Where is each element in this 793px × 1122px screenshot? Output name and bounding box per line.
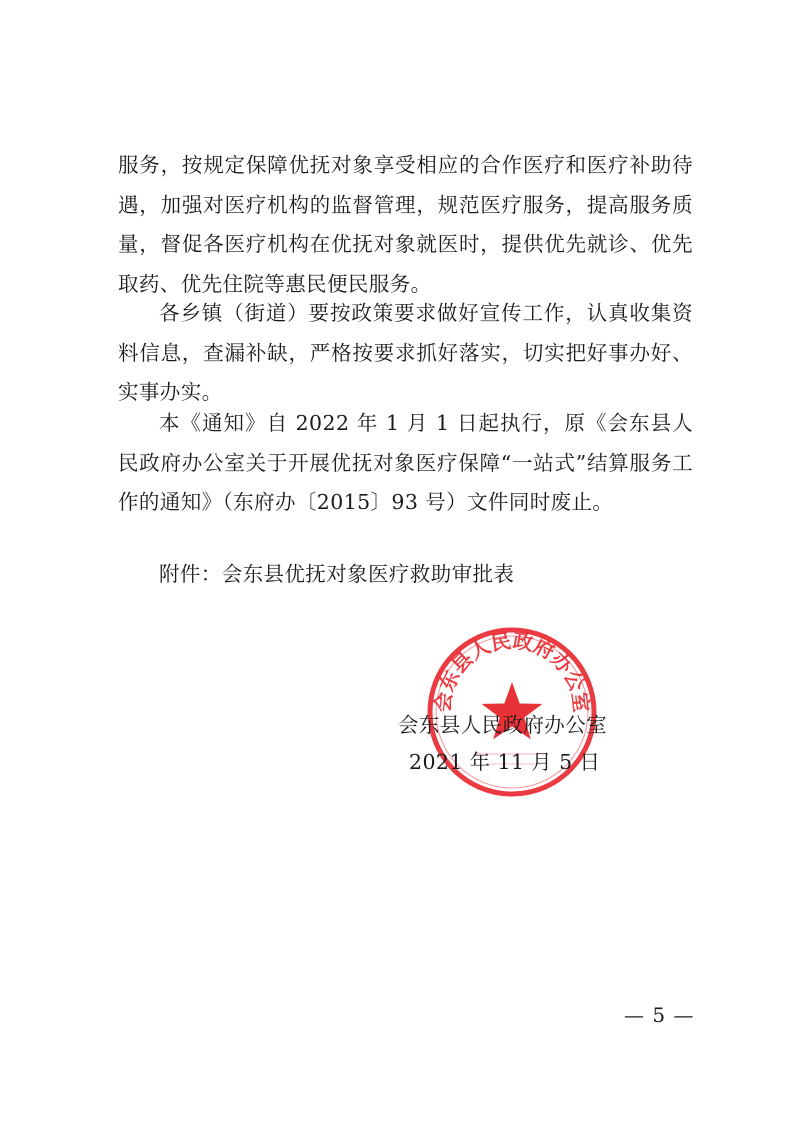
signer-organization: 会东县人民政府办公室 [398,713,607,737]
body-paragraph-2: 各乡镇（街道）要按政策要求做好宣传工作，认真收集资料信息，查漏补缺，严格按要求抓好落实，切实把好事办好、实事办实。 [118,301,693,404]
page-number: — 5 — [624,1003,695,1027]
body-paragraph-3: 本《通知》自 2022 年 1 月 1 日起执行，原《会东县人民政府办公室关于开展优抚对象医疗保障“一站式”结算服务工作的通知》（东府办〔2015〕93 号）文件同时废止。 [118,411,693,514]
attachment-line: 附件：会东县优抚对象医疗救助审批表 [159,562,515,586]
seal-text-path: 会东县人民政府办公室 [430,628,594,714]
signature-date: 2021 年 11 月 5 日 [409,750,601,774]
body-paragraph-1: 服务，按规定保障优抚对象享受相应的合作医疗和医疗补助待遇，加强对医疗机构的监督管理，规范医疗服务，提高服务质量，督促各医疗机构在优抚对象就医时，提供优先就诊、优先取药、优先住院等惠民便民服务。 [118,153,693,296]
